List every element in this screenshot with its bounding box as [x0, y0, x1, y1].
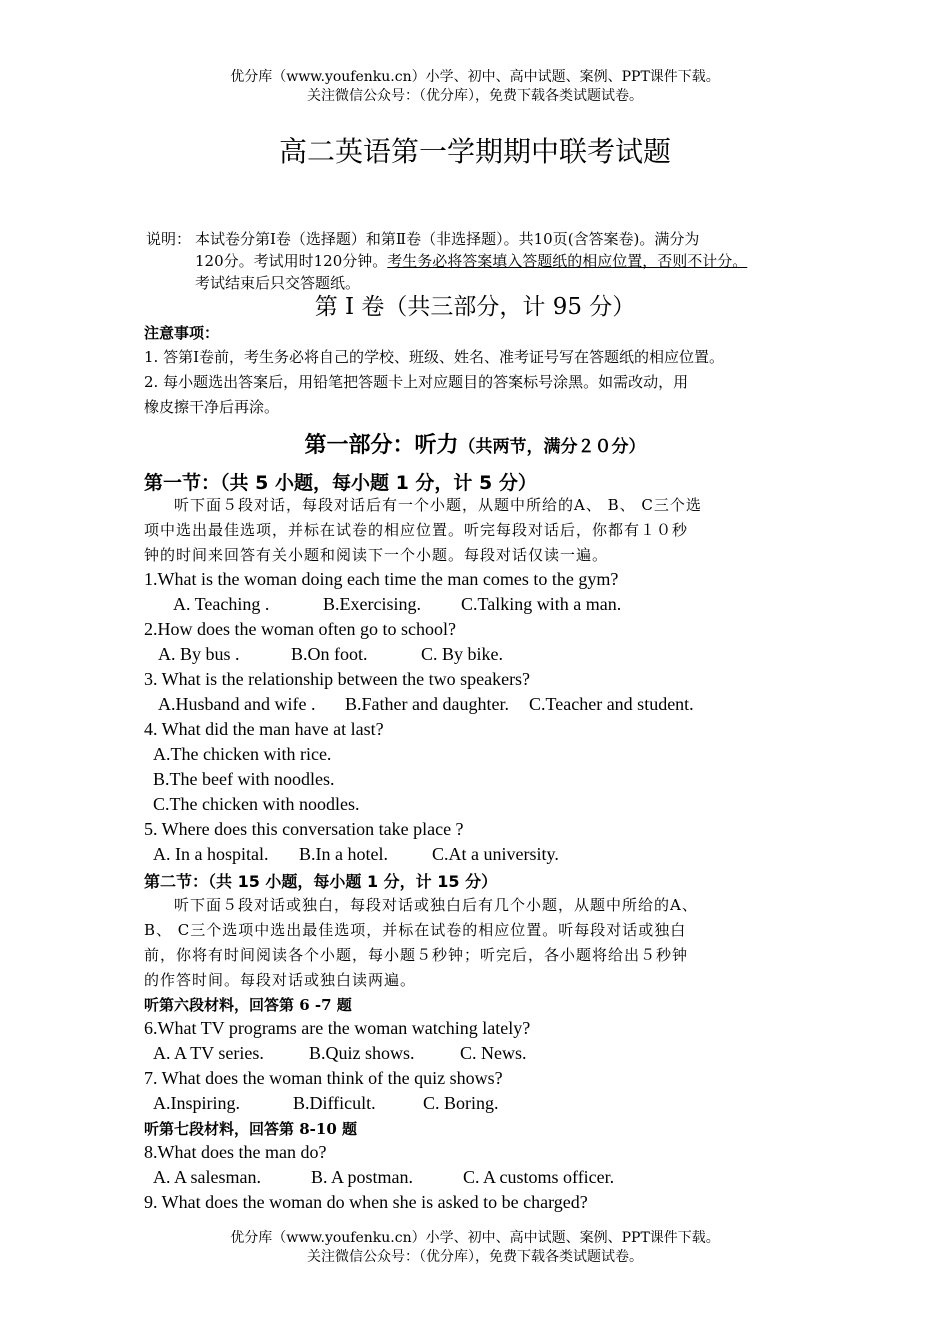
section1-directions-1: 听下面５段对话，每段对话后有一个小题，从题中所给的A、 B、 C三个选 [174, 496, 702, 514]
instructions-line-2-plain: 120分。考试用时120分钟。 [195, 252, 388, 270]
question-2-option-a: A. By bus . [158, 644, 240, 664]
instructions-line-2 [195, 250, 747, 272]
header-line-2: 关注微信公众号：（优分库），免费下载各类试题试卷。 [307, 88, 643, 104]
footer-line-2: 关注微信公众号：（优分库），免费下载各类试题试卷。 [307, 1249, 643, 1265]
question-3-option-b: B.Father and daughter. [345, 694, 509, 714]
question-5-option-b: B.In a hotel. [299, 844, 388, 864]
instructions-label: 说明： [146, 230, 192, 248]
question-3-option-c: C.Teacher and student. [529, 694, 694, 714]
question-1-option-a: A. Teaching . [173, 594, 270, 614]
question-4-stem: 4. What did the man have at last? [144, 719, 384, 739]
page-title: 高二英语第一学期期中联考试题 [278, 135, 671, 168]
part1-heading [0, 428, 950, 459]
question-2-stem: 2.How does the woman often go to school? [144, 619, 456, 639]
section1-directions-2: 项中选出最佳选项，并标在试卷的相应位置。听完每段对话后，你都有１０秒 [144, 521, 689, 539]
question-1-option-c: C.Talking with a man. [461, 594, 622, 614]
question-7-option-a: A.Inspiring. [153, 1093, 240, 1113]
question-3-option-a: A.Husband and wife . [158, 694, 316, 714]
question-2-option-c: C. By bike. [421, 644, 504, 664]
question-6-option-b: B.Quiz shows. [309, 1043, 415, 1063]
question-1-option-b: B.Exercising. [323, 594, 421, 614]
question-4-option-a: A.The chicken with rice. [153, 744, 332, 764]
question-5-option-c: C.At a university. [432, 844, 559, 864]
question-8-stem: 8.What does the man do? [144, 1142, 327, 1162]
question-6-option-c: C. News. [460, 1043, 527, 1063]
notice-item-1: 1. 答第Ⅰ卷前，考生务必将自己的学校、班级、姓名、准考证号写在答题纸的相应位置。 [144, 348, 725, 366]
material-7-heading: 听第七段材料，回答第 8-10 题 [144, 1120, 357, 1138]
instructions-line-3: 考试结束后只交答题纸。 [195, 274, 361, 292]
section2-directions-1: 听下面５段对话或独白，每段对话或独白后有几个小题，从题中所给的A、 [174, 896, 698, 914]
question-4-option-c: C.The chicken with noodles. [153, 794, 360, 814]
question-6-stem: 6.What TV programs are the woman watching lately? [144, 1018, 531, 1038]
section1-directions-3: 钟的时间来回答有关小题和阅读下一个小题。每段对话仅读一遍。 [144, 546, 609, 564]
volume-title: 第 I 卷（共三部分，计 95 分） [314, 294, 636, 320]
question-5-option-a: A. In a hospital. [153, 844, 269, 864]
question-7-option-b: B.Difficult. [293, 1093, 376, 1113]
section2-directions-3: 前，你将有时间阅读各个小题，每小题５秒钟；听完后，各小题将给出５秒钟 [144, 946, 689, 964]
notice-title: 注意事项： [144, 324, 220, 342]
instructions-line-2-underlined: 考生务必将答案填入答题纸的相应位置，否则不计分。 [387, 252, 748, 270]
notice-item-2-cont: 橡皮擦干净后再涂。 [144, 398, 280, 416]
header-line-1: 优分库（www.youfenku.cn）小学、初中、高中试题、案例、PPT课件下载。 [230, 69, 720, 85]
question-7-option-c: C. Boring. [423, 1093, 499, 1113]
section2-directions-2: B、 C三个选项中选出最佳选项，并标在试卷的相应位置。听每段对话或独白 [144, 921, 687, 939]
question-4-option-b: B.The beef with noodles. [153, 769, 335, 789]
question-2-option-b: B.On foot. [291, 644, 368, 664]
notice-item-2: 2. 每小题选出答案后，用铅笔把答题卡上对应题目的答案标号涂黑。如需改动，用 [144, 373, 689, 391]
question-5-stem: 5. Where does this conversation take place ? [144, 819, 464, 839]
instructions-line-1: 本试卷分第Ⅰ卷（选择题）和第Ⅱ卷（非选择题）。共10页(含答案卷)。满分为 [195, 230, 700, 248]
question-8-option-a: A. A salesman. [153, 1167, 261, 1187]
question-7-stem: 7. What does the woman think of the quiz shows? [144, 1068, 503, 1088]
question-8-option-b: B. A postman. [311, 1167, 414, 1187]
question-3-stem: 3. What is the relationship between the two speakers? [144, 669, 531, 689]
part1-subtitle: （共两节，满分２０分） [458, 437, 646, 457]
section1-title: 第一节：（共 5 小题，每小题 1 分，计 5 分） [144, 472, 537, 494]
question-1-stem: 1.What is the woman doing each time the man comes to the gym? [144, 569, 619, 589]
section2-directions-4: 的作答时间。每段对话或独白读两遍。 [144, 971, 417, 989]
part1-title: 第一部分：听力 [304, 433, 459, 458]
question-9-stem: 9. What does the woman do when she is asked to be charged? [144, 1192, 588, 1212]
question-8-option-c: C. A customs officer. [463, 1167, 615, 1187]
material-6-heading: 听第六段材料，回答第 6 -7 题 [144, 996, 352, 1014]
question-6-option-a: A. A TV series. [153, 1043, 264, 1063]
footer-line-1: 优分库（www.youfenku.cn）小学、初中、高中试题、案例、PPT课件下载。 [230, 1230, 720, 1246]
section2-title: 第二节：（共 15 小题，每小题 1 分，计 15 分） [144, 872, 498, 891]
